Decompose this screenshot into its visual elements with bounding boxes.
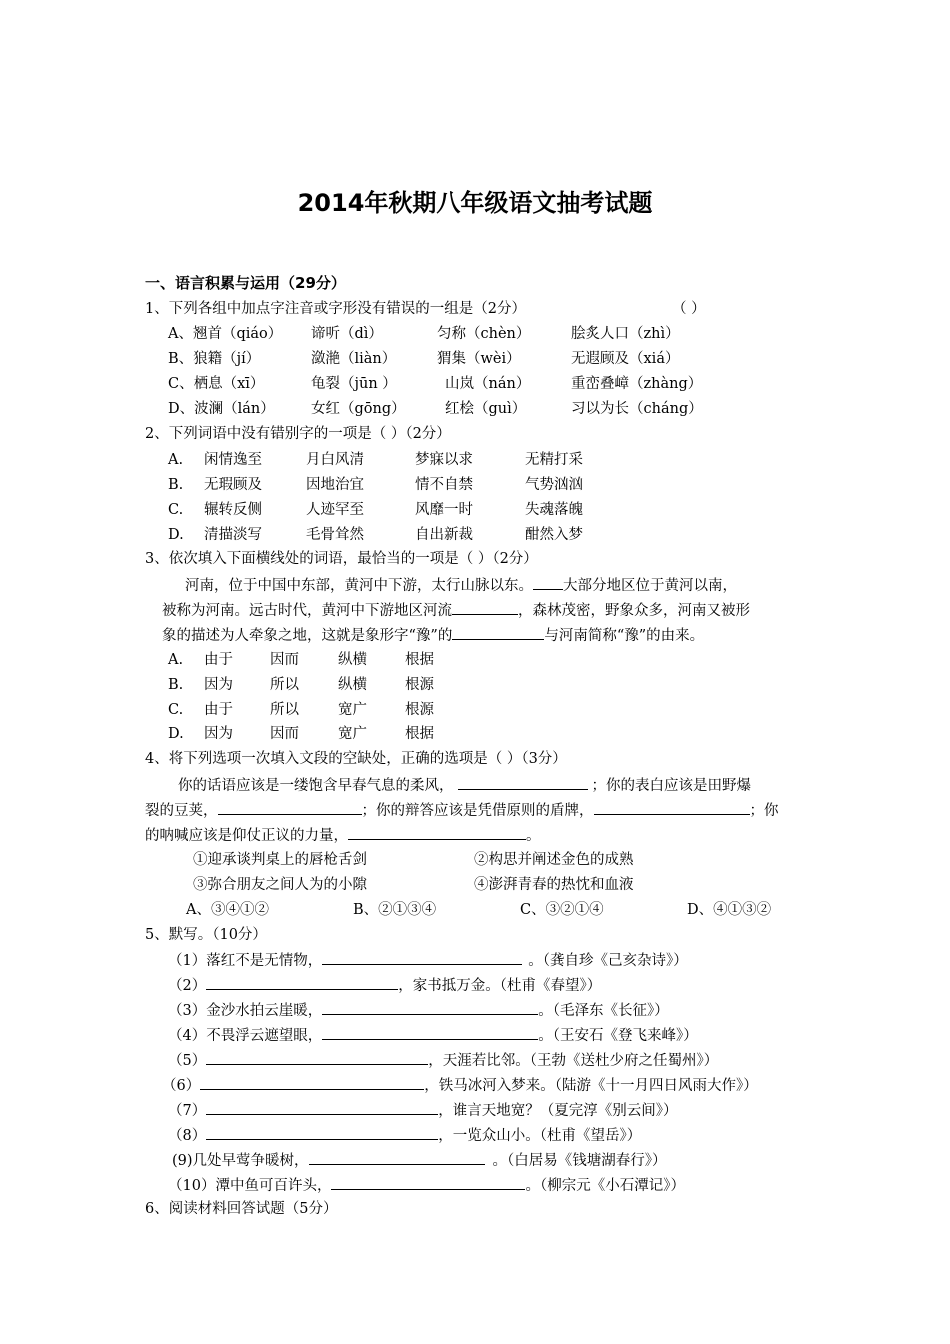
question-5-stem: 5、默写。（10分） [145,927,267,943]
q3-option-c: C. 由于 所以 宽广 根源 [168,702,434,718]
q4-option-2: ②构思并阐述金色的成熟 [474,852,634,868]
q1-option-d: D、波澜（lán） 女红（gōng） 红桧（guì） 习以为长（cháng） [168,401,703,417]
section-heading: 一、语言积累与运用（29分） [145,274,346,292]
q5-item-1: （1）落红不是无情物， 。（龚自珍《己亥杂诗》） [168,950,688,971]
q5-item-5: （5） ，天涯若比邻。（王勃《送杜少府之任蜀州》） [168,1050,718,1071]
page-title: 2014年秋期八年级语文抽考试题 [297,189,653,217]
q2-option-d: D. 清描淡写 毛骨耸然 自出新裁 酣然入梦 [168,527,583,543]
q3-option-b: B. 因为 所以 纵横 根源 [168,677,434,693]
q1-option-c: C、栖息（xī） 龟裂（jūn ） 山岚（nán） 重峦叠嶂（zhàng） [168,376,703,392]
question-3-stem: 3、依次填入下面横线处的词语，最恰当的一项是（ ）（2分） [145,551,538,567]
q4-option-3: ③弥合朋友之间人为的小隙 [193,877,367,893]
q2-option-b: B. 无瑕顾及 因地治宜 情不自禁 气势汹汹 [168,477,583,493]
q5-item-8: （8） ，一览众山小。（杜甫《望岳》） [168,1125,641,1146]
q4-passage-line-2: 裂的豆荚， ；你的辩答应该是凭借原则的盾牌， ；你 [145,800,779,821]
q2-option-a: A. 闲情逸至 月白风清 梦寐以求 无精打采 [168,452,583,468]
q5-item-7: （7） ，谁言天地宽？（夏完淳《别云间》） [168,1100,677,1121]
question-4-stem: 4、将下列选项一次填入文段的空缺处，正确的选项是（ ）（3分） [145,751,567,767]
q3-passage-line-3: 象的描述为人牵象之地，这就是象形字“豫”的 与河南简称“豫”的由来。 [162,625,704,646]
q3-option-a: A. 由于 因而 纵横 根据 [168,652,434,668]
q5-item-9: (9)几处早莺争暖树， 。（白居易《钱塘湖春行》） [172,1150,667,1171]
q1-option-a: A、翘首（qiáo） 谛听（dì） 匀称（chèn） 脍炙人口（zhì） [168,326,680,342]
q4-option-1: ①迎承谈判桌上的唇枪舌剑 [193,852,367,868]
q3-option-d: D. 因为 因而 宽广 根据 [168,726,434,742]
question-1-stem: 1、下列各组中加点字注音或字形没有错误的一组是（2分） [145,301,526,317]
question-6-stem: 6、阅读材料回答试题（5分） [145,1201,338,1217]
question-2-stem: 2、下列词语中没有错别字的一项是（ ）（2分） [145,426,451,442]
q2-option-c: C. 辗转反侧 人迹罕至 风靡一时 失魂落魄 [168,502,583,518]
q5-item-10: （10）潭中鱼可百许头， 。（柳宗元《小石潭记》） [168,1175,685,1196]
q4-passage-line-3: 的呐喊应该是仰仗正议的力量， 。 [145,825,541,846]
q3-passage-line-1: 河南，位于中国中东部，黄河中下游，太行山脉以东。 大部分地区位于黄河以南， [185,575,737,596]
q3-passage-line-2: 被称为河南。远古时代，黄河中下游地区河流 ，森林茂密，野象众多，河南又被形 [162,600,750,621]
q4-passage-line-1: 你的话语应该是一缕饱含早春气息的柔风， ；你的表白应该是田野爆 [178,775,751,796]
q4-option-4: ④澎湃青春的热忱和血液 [474,877,634,893]
q4-choices: A、③④①② B、②①③④ C、③②①④ D、④①③② [186,902,772,918]
q1-option-b: B、狼籍（jí） 潋滟（liàn） 猬集（wèi） 无遐顾及（xiá） [168,351,680,367]
answer-paren: （ ） [672,301,706,317]
q5-item-2: （2） ，家书抵万金。（杜甫《春望》） [168,975,601,996]
q5-item-3: （3）金沙水拍云崖暖， 。（毛泽东《长征》） [168,1000,669,1021]
q5-item-4: （4）不畏浮云遮望眼， 。（王安石《登飞来峰》） [168,1025,698,1046]
q5-item-6: （6） ，铁马冰河入梦来。（陆游《十一月四日风雨大作》） [162,1075,758,1096]
